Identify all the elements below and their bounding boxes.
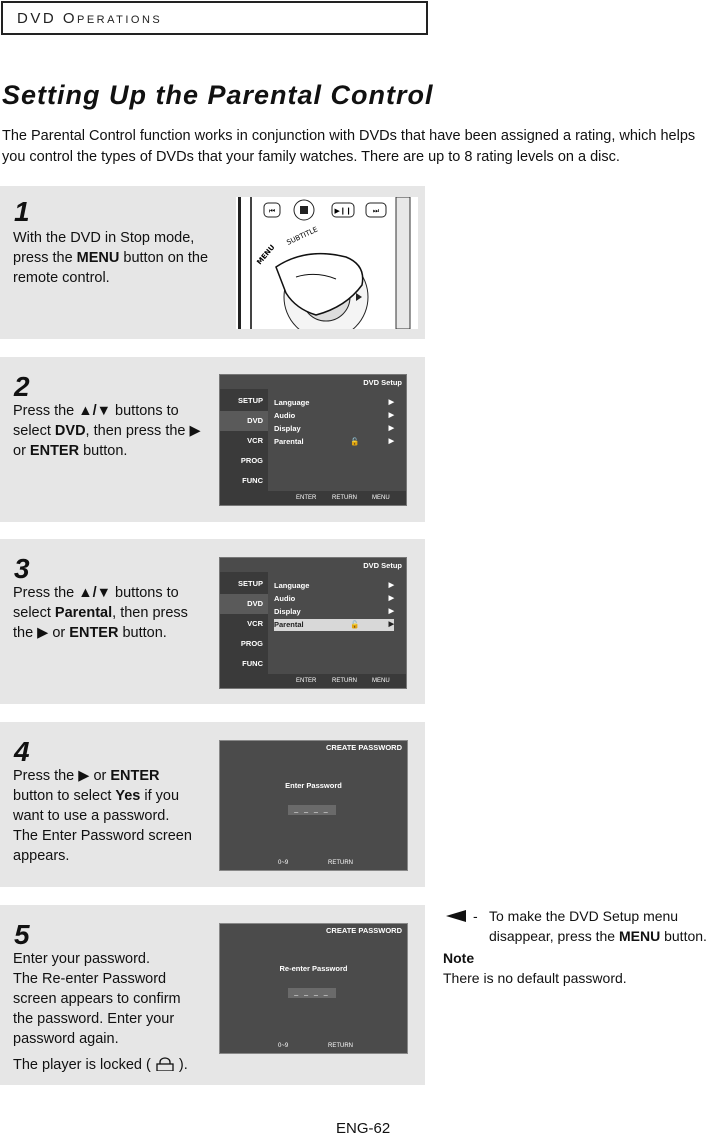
remote-illustration xyxy=(236,197,418,329)
step-text xyxy=(13,766,218,866)
osd-side-dvd: DVD xyxy=(220,411,268,431)
step-text-part: , then press the ▶ xyxy=(85,423,201,439)
step-text-part: With the DVD in Stop mode, press the xyxy=(13,230,195,266)
osd-side-menu xyxy=(220,572,268,674)
step-text-line xyxy=(13,786,218,806)
osd-item-label: Parental xyxy=(274,620,304,629)
step-text-part: buttons to xyxy=(111,403,179,419)
step-text-line xyxy=(13,401,218,421)
osd-item-label: Display xyxy=(274,607,301,616)
osd-item-label: Audio xyxy=(274,411,296,420)
osd-side-vcr: VCR xyxy=(247,436,263,445)
osd-title: CREATE PASSWORD xyxy=(326,926,402,935)
step-text xyxy=(13,949,218,1075)
lock-open-icon: 🔓 xyxy=(350,437,360,446)
osd-title: DVD Setup xyxy=(363,378,402,387)
step-text-part: Press the xyxy=(13,585,79,601)
step-text-line xyxy=(13,1055,218,1075)
osd-side-func: FUNC xyxy=(242,476,263,485)
osd-item-label: Language xyxy=(274,581,310,590)
step-text-line: the password. Enter your xyxy=(13,1011,175,1027)
pointer-arrow-icon xyxy=(446,910,466,922)
svg-text:MENU: MENU xyxy=(255,243,277,267)
osd-reenter-password-screen xyxy=(219,923,408,1054)
step-text-part: button. xyxy=(118,625,167,641)
osd-side-prog: PROG xyxy=(240,639,263,648)
step-text-part: buttons to xyxy=(111,585,179,601)
osd-side-vcr: VCR xyxy=(247,619,263,628)
step-text-bold: ENTER xyxy=(29,443,80,459)
osd-side-func: FUNC xyxy=(242,659,263,668)
menu-hint: MENU xyxy=(372,495,390,501)
step-text-bold: ENTER xyxy=(69,625,119,641)
lock-open-icon: 🔓 xyxy=(350,620,360,629)
enter-hint: ENTER xyxy=(296,495,317,501)
osd-create-password-screen xyxy=(219,740,408,871)
osd-title: CREATE PASSWORD xyxy=(326,743,402,752)
osd-bottom-bar xyxy=(220,491,406,505)
osd-item-parental-highlighted xyxy=(274,619,394,631)
step-number: 4 xyxy=(14,736,30,767)
step-text-part: the ▶ or xyxy=(13,625,70,641)
step-text-part: if you xyxy=(140,788,180,804)
right-arrow-icon: ▶ xyxy=(388,595,394,602)
step-number: 5 xyxy=(14,919,30,950)
right-arrow-icon: ▶ xyxy=(388,608,394,615)
osd-item-label: Display xyxy=(274,424,301,433)
remote-control-image xyxy=(236,197,418,329)
step-text-line xyxy=(13,766,218,786)
step-text-line: Enter your password. xyxy=(13,951,151,967)
osd-side-setup: SETUP xyxy=(237,579,263,588)
step-text xyxy=(13,228,218,288)
enter-password-label: Enter Password xyxy=(285,781,342,790)
intro-paragraph: The Parental Control function works in conjunction with DVDs that have been assigned a rating, which helps you control the types of DVDs that your family watches. There are up to 8 rating levels on a disc. xyxy=(2,128,696,165)
step-text-part: select xyxy=(13,605,55,621)
osd-item-language xyxy=(274,397,394,409)
right-arrow-icon: ▶ xyxy=(388,412,394,419)
step-text-part: The player is locked ( xyxy=(13,1057,151,1073)
step-number: 2 xyxy=(14,371,30,402)
step-text-part: , then press xyxy=(112,605,188,621)
step-text-line: The Re-enter Password xyxy=(13,971,167,987)
osd-item-label: Audio xyxy=(274,594,296,603)
step-text-part: button. xyxy=(79,443,128,459)
step-text-line: appears. xyxy=(13,848,70,864)
reenter-password-label: Re-enter Password xyxy=(279,964,348,973)
svg-text:⏭: ⏭ xyxy=(372,207,380,215)
side-tip xyxy=(443,906,721,946)
digit-range-hint: 0~9 xyxy=(278,1043,289,1049)
digit-range-hint: 0~9 xyxy=(278,860,289,866)
step-text-line: screen appears to confirm xyxy=(13,991,181,1007)
step-number: 3 xyxy=(14,553,30,584)
password-field: _ _ _ _ xyxy=(288,805,336,815)
step-text-line: want to use a password. xyxy=(13,808,170,824)
osd-item-label: Language xyxy=(274,398,310,407)
step-text-bold: ▲/▼ xyxy=(78,403,112,419)
osd-dvd-setup-screen xyxy=(219,557,407,689)
osd-item-display xyxy=(274,423,394,435)
step-text-bold: DVD xyxy=(54,423,86,439)
osd-item-audio xyxy=(274,410,394,422)
step-text xyxy=(13,401,218,461)
svg-text:SUBTITLE: SUBTITLE xyxy=(285,225,320,247)
step-text-part: button on the remote control. xyxy=(13,250,209,286)
page-title: Setting Up the Parental Control xyxy=(2,80,434,110)
step-text xyxy=(13,583,218,643)
lock-icon xyxy=(155,1057,175,1071)
section-header-label: DVD Operations xyxy=(17,10,163,27)
step-text-line xyxy=(13,583,218,603)
svg-text:⏮: ⏮ xyxy=(268,207,276,215)
right-arrow-icon: ▶ xyxy=(388,399,394,406)
step-text-part: ). xyxy=(178,1057,188,1073)
step-text-part: select xyxy=(13,423,55,439)
menu-hint: MENU xyxy=(372,678,390,684)
side-tip-text: button. xyxy=(660,928,707,944)
return-hint: RETURN xyxy=(332,678,357,684)
section-header xyxy=(1,1,428,35)
side-tip-bold: MENU xyxy=(618,928,661,944)
step-text-bold: ▲/▼ xyxy=(78,585,112,601)
dash: - xyxy=(473,908,478,924)
step-text-bold: ENTER xyxy=(110,768,160,784)
osd-side-dvd: DVD xyxy=(220,594,268,614)
osd-item-label: Parental xyxy=(274,437,304,446)
step-text-line: password again. xyxy=(13,1031,119,1047)
step-text-line xyxy=(13,603,218,623)
osd-side-menu xyxy=(220,389,268,491)
osd-item-display xyxy=(274,606,394,618)
step-text-part: Press the xyxy=(13,403,79,419)
step-text-bold: Yes xyxy=(115,788,141,804)
enter-hint: ENTER xyxy=(296,678,317,684)
step-text-line: The Enter Password screen xyxy=(13,828,192,844)
step-text-line xyxy=(13,623,218,643)
osd-item-audio xyxy=(274,593,394,605)
note-heading: Note xyxy=(443,950,475,966)
osd-side-setup: SETUP xyxy=(237,396,263,405)
osd-dvd-setup-screen xyxy=(219,374,407,506)
return-hint: RETURN xyxy=(328,860,353,866)
step-text-part: button to select xyxy=(13,788,116,804)
right-arrow-icon: ▶ xyxy=(388,621,394,628)
step-text-bold: Parental xyxy=(54,605,113,621)
return-hint: RETURN xyxy=(332,495,357,501)
right-arrow-icon: ▶ xyxy=(388,582,394,589)
right-arrow-icon: ▶ xyxy=(388,425,394,432)
step-text-line xyxy=(13,441,218,461)
step-text-line xyxy=(13,421,218,441)
note-text: There is no default password. xyxy=(443,970,627,986)
step-text-part: Press the ▶ or xyxy=(13,768,111,784)
osd-bottom-bar xyxy=(220,856,407,870)
step-number: 1 xyxy=(14,196,30,227)
osd-side-prog: PROG xyxy=(240,456,263,465)
osd-item-language xyxy=(274,580,394,592)
step-text-part: or xyxy=(13,443,30,459)
page-number: ENG-62 xyxy=(336,1120,391,1137)
password-field: _ _ _ _ xyxy=(288,988,336,998)
svg-text:▶❙❙: ▶❙❙ xyxy=(334,207,352,215)
osd-bottom-bar xyxy=(220,1039,407,1053)
osd-item-parental xyxy=(274,436,394,448)
osd-title: DVD Setup xyxy=(363,561,402,570)
osd-bottom-bar xyxy=(220,674,406,688)
side-tip-text: To make the DVD Setup menu disappear, press the xyxy=(489,908,679,944)
side-tip-body xyxy=(443,906,721,946)
return-hint: RETURN xyxy=(328,1043,353,1049)
step-text-bold: MENU xyxy=(76,250,120,266)
right-arrow-icon: ▶ xyxy=(388,438,394,445)
